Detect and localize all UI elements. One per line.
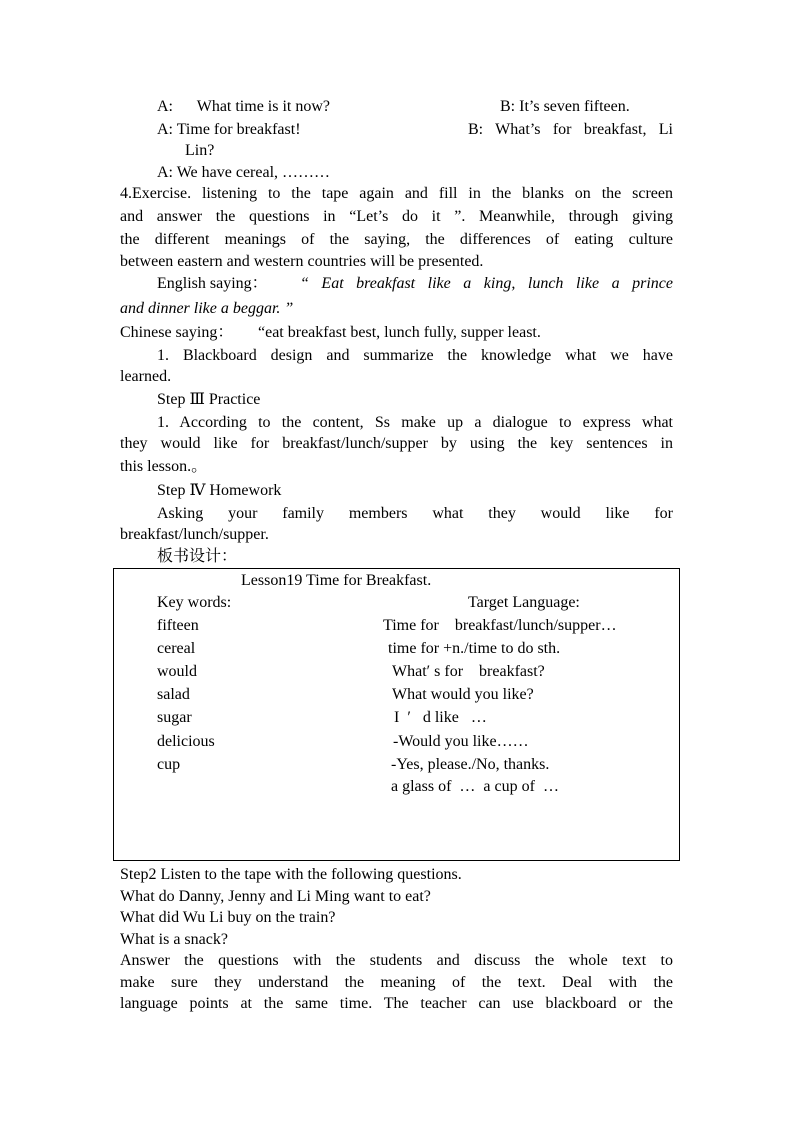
- exercise-line-3: the different meanings of the saying, the differences of eating culture: [120, 231, 673, 248]
- dialogue-line-b2: B: What’s for breakfast, Li: [468, 121, 673, 138]
- target-language-header: Target Language:: [468, 594, 580, 611]
- chinese-saying-label: Chinese saying：: [120, 324, 234, 341]
- target-sentence: time for +n./time to do sth.: [388, 640, 561, 657]
- board-title: Lesson19 Time for Breakfast.: [241, 572, 432, 589]
- key-word: delicious: [157, 733, 215, 750]
- target-sentence: -Yes, please./No, thanks.: [391, 756, 550, 773]
- dialogue-line-a2: A: Time for breakfast!: [157, 121, 301, 138]
- step2-question-2: What did Wu Li buy on the train?: [120, 909, 336, 926]
- step3-line-1: 1. According to the content, Ss make up a dialogue to express what: [157, 414, 673, 431]
- key-word: cup: [157, 756, 181, 773]
- dialogue-line-b2-cont: Lin?: [185, 142, 215, 159]
- exercise-line-2: and answer the questions in “Let’s do it ”. Meanwhile, through giving: [120, 208, 673, 225]
- target-sentence: I ′ d like …: [394, 709, 487, 726]
- step2-paragraph-line-3: language points at the same time. The teacher can use blackboard or the: [120, 995, 673, 1012]
- key-words-header: Key words:: [157, 594, 232, 611]
- dialogue-line-b1: B: It’s seven fifteen.: [500, 98, 630, 115]
- step2-title: Step2 Listen to the tape with the following questions.: [120, 866, 462, 883]
- target-sentence: a glass of … a cup of …: [391, 778, 559, 795]
- blackboard-design-box: [113, 568, 680, 861]
- step3-line-2: they would like for breakfast/lunch/supper by using the key sentences in: [120, 435, 673, 452]
- key-word: cereal: [157, 640, 196, 657]
- target-sentence: What would you like?: [392, 686, 534, 703]
- english-saying-label: English saying：: [157, 275, 268, 292]
- key-word: would: [157, 663, 197, 680]
- step2-paragraph-line-1: Answer the questions with the students and discuss the whole text to: [120, 952, 673, 969]
- step4-title: Step Ⅳ Homework: [157, 482, 282, 499]
- step2-paragraph-line-2: make sure they understand the meaning of the text. Deal with the: [120, 974, 673, 991]
- summary-line-2: learned.: [120, 368, 172, 385]
- key-word: fifteen: [157, 617, 199, 634]
- step3-line-3: this lesson.。: [120, 458, 208, 475]
- step2-question-3: What is a snack?: [120, 931, 228, 948]
- step4-line-2: breakfast/lunch/supper.: [120, 526, 269, 543]
- step4-line-1: Asking your family members what they would like for: [157, 505, 673, 522]
- key-word: salad: [157, 686, 190, 703]
- key-word: sugar: [157, 709, 192, 726]
- dialogue-line-a1: A: What time is it now?: [157, 98, 331, 115]
- step3-title: Step Ⅲ Practice: [157, 391, 261, 408]
- target-sentence: -Would you like……: [393, 733, 529, 750]
- summary-line-1: 1. Blackboard design and summarize the knowledge what we have: [157, 347, 673, 364]
- chinese-saying-text: “eat breakfast best, lunch fully, supper least.: [258, 324, 541, 341]
- exercise-line-1: 4.Exercise. listening to the tape again and fill in the blanks on the screen: [120, 185, 673, 202]
- target-sentence: Time for breakfast/lunch/supper…: [383, 617, 617, 634]
- exercise-line-4: between eastern and western countries will be presented.: [120, 253, 484, 270]
- english-saying-quote-2: and dinner like a beggar. ”: [120, 300, 294, 317]
- board-design-label: 板书设计：: [157, 548, 238, 565]
- step2-question-1: What do Danny, Jenny and Li Ming want to eat?: [120, 888, 431, 905]
- target-sentence: What′ s for breakfast?: [392, 663, 545, 680]
- dialogue-line-a3: A: We have cereal, ………: [157, 164, 331, 181]
- english-saying-quote-1: “ Eat breakfast like a king, lunch like a prince: [300, 275, 673, 292]
